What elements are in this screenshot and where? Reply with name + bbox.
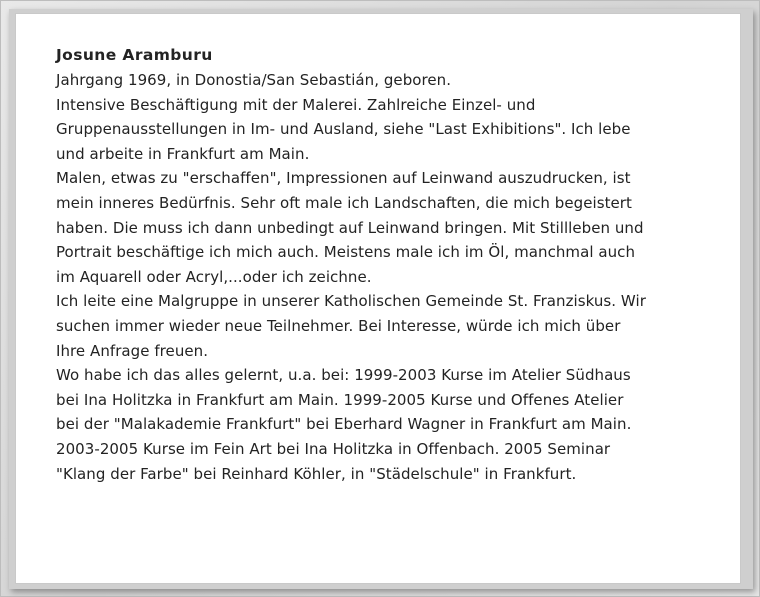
- artist-name: Josune Aramburu: [56, 46, 213, 64]
- bio-line: Portrait beschäftige ich mich auch. Meistens male ich im Öl, manchmal auch: [56, 243, 636, 262]
- bio-line: 2003-2005 Kurse im Fein Art bei Ina Holitzka in Offenbach. 2005 Seminar: [56, 439, 611, 458]
- bio-line: haben. Die muss ich dann unbedingt auf Leinwand bringen. Mit Stillleben und: [56, 218, 644, 237]
- bio-line: Intensive Beschäftigung mit der Malerei. Zahlreiche Einzel- und: [56, 95, 536, 114]
- bio-line: "Klang der Farbe" bei Reinhard Köhler, in "Städelschule" in Frankfurt.: [56, 464, 577, 483]
- bio-line: bei der "Malakademie Frankfurt" bei Eberhard Wagner in Frankfurt am Main.: [56, 415, 632, 434]
- bio-line: bei Ina Holitzka in Frankfurt am Main. 1999-2005 Kurse und Offenes Atelier: [56, 390, 624, 409]
- bio-line: und arbeite in Frankfurt am Main.: [56, 144, 310, 163]
- bio-line: Jahrgang 1969, in Donostia/San Sebastián, geboren.: [56, 71, 452, 89]
- bio-line: Ich leite eine Malgruppe in unserer Katholischen Gemeinde St. Franziskus. Wir: [56, 292, 646, 311]
- bio-line: Malen, etwas zu "erschaffen", Impressionen auf Leinwand auszudrucken, ist: [56, 169, 631, 188]
- bio-line: mein inneres Bedürfnis. Sehr oft male ich Landschaften, die mich begeistert: [56, 193, 632, 212]
- biography-card: [15, 13, 741, 584]
- bio-line: Wo habe ich das alles gelernt, u.a. bei: 1999-2003 Kurse im Atelier Südhaus: [56, 366, 631, 385]
- bio-line: im Aquarell oder Acryl,...oder ich zeichne.: [56, 267, 372, 286]
- bio-line: Ihre Anfrage freuen.: [56, 341, 209, 360]
- bio-line: Gruppenausstellungen in Im- und Ausland, siehe "Last Exhibitions". Ich lebe: [56, 120, 631, 139]
- bio-line: suchen immer wieder neue Teilnehmer. Bei Interesse, würde ich mich über: [56, 316, 621, 335]
